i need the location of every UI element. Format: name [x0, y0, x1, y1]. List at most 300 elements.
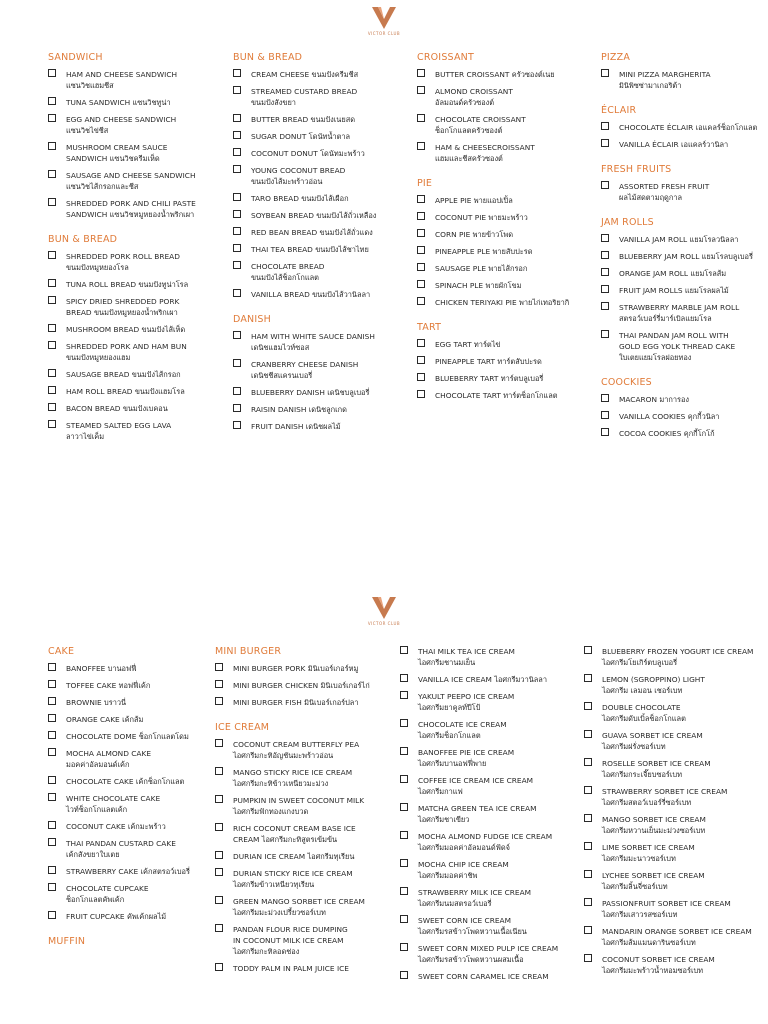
section-title: ICE CREAM	[215, 722, 270, 733]
checkbox[interactable]	[601, 181, 609, 189]
section-title: ÉCLAIR	[601, 105, 637, 116]
checkbox[interactable]	[215, 924, 223, 932]
menu-item-label: CHOCOLATE CUPCAKE ช็อกโกแลตคัพเค้ก	[66, 884, 149, 904]
menu-item	[417, 263, 589, 274]
menu-item	[48, 793, 220, 815]
menu-item	[48, 420, 220, 442]
menu-item-label: APPLE PIE พายแอปเปิ้ล	[435, 196, 513, 205]
checkbox[interactable]	[48, 170, 56, 178]
menu-item-label: MINI BURGER FISH มินิเบอร์เกอร์ปลา	[233, 698, 359, 707]
menu-item	[48, 97, 220, 108]
menu-item	[417, 390, 589, 401]
menu-item-label: MINI BURGER CHICKEN มินิเบอร์เกอร์ไก่	[233, 681, 370, 690]
menu-column	[400, 646, 572, 996]
checkbox[interactable]	[601, 251, 609, 259]
menu-item	[48, 838, 220, 860]
checkbox[interactable]	[48, 341, 56, 349]
menu-list	[601, 234, 768, 363]
checkbox[interactable]	[48, 714, 56, 722]
menu-item	[601, 181, 768, 203]
checkbox[interactable]	[601, 285, 609, 293]
menu-item	[584, 674, 756, 696]
checkbox[interactable]	[584, 926, 592, 934]
checkbox[interactable]	[584, 870, 592, 878]
menu-item	[417, 229, 589, 240]
checkbox[interactable]	[417, 280, 425, 288]
menu-item	[601, 268, 768, 279]
menu-item	[48, 386, 220, 397]
checkbox[interactable]	[417, 229, 425, 237]
menu-item-label: SHREDDED PORK AND CHILI PASTE SANDWICH แซนวิชหมูหยองน้ำพริกเผา	[66, 199, 196, 219]
menu-item-label: MUSHROOM CREAM SAUCE SANDWICH แซนวิชครีมเห็ด	[66, 143, 168, 163]
checkbox[interactable]	[215, 823, 223, 831]
checkbox[interactable]	[48, 748, 56, 756]
checkbox[interactable]	[233, 131, 241, 139]
menu-item-label: VANILLA COOKIES คุกกี้วนิลา	[619, 412, 720, 421]
checkbox[interactable]	[601, 268, 609, 276]
menu-item-label: CHOCOLATE ICE CREAM ไอศกรีมช็อกโกแลต	[418, 720, 507, 740]
checkbox[interactable]	[417, 142, 425, 150]
menu-item-label: VANILLA ICE CREAM ไอศกรีมวานิลลา	[418, 675, 547, 684]
menu-list	[48, 663, 220, 922]
checkbox[interactable]	[417, 246, 425, 254]
menu-item	[48, 369, 220, 380]
menu-item	[417, 212, 589, 223]
menu-item	[400, 719, 572, 741]
menu-item	[584, 814, 756, 836]
menu-item-label: SPICY DRIED SHREDDED PORK BREAD ขนมปังหมูหยองน้ำพริกเผา	[66, 297, 180, 317]
menu-item-label: CHOCOLATE TART ทาร์ตช็อกโกแลต	[435, 391, 558, 400]
menu-item	[584, 842, 756, 864]
menu-item	[417, 142, 589, 164]
menu-item-label: TODDY PALM IN PALM JUICE ICE	[233, 964, 349, 973]
checkbox[interactable]	[584, 814, 592, 822]
checkbox[interactable]	[215, 680, 223, 688]
menu-list	[215, 663, 387, 708]
menu-item	[233, 387, 405, 398]
checkbox[interactable]	[215, 697, 223, 705]
menu-item-label: THAI TEA BREAD ขนมปังไส้ชาไทย	[251, 245, 369, 254]
menu-item	[48, 251, 220, 273]
checkbox[interactable]	[215, 739, 223, 747]
checkbox[interactable]	[233, 86, 241, 94]
menu-item	[601, 139, 768, 150]
menu-item	[48, 748, 220, 770]
menu-item-label: COCONUT DONUT โดนัทมะพร้าว	[251, 149, 365, 158]
menu-list	[601, 181, 768, 203]
menu-item-label: MOCHA ALMOND FUDGE ICE CREAM ไอศกรีมมอคค่าอัลมอนด์ฟัดจ์	[418, 832, 553, 852]
section-title: BUN & BREAD	[48, 234, 118, 245]
menu-item	[215, 924, 387, 957]
checkbox[interactable]	[601, 139, 609, 147]
checkbox[interactable]	[584, 786, 592, 794]
checkbox[interactable]	[417, 195, 425, 203]
menu-column	[48, 646, 220, 961]
checkbox[interactable]	[48, 911, 56, 919]
checkbox[interactable]	[215, 767, 223, 775]
menu-column	[215, 646, 387, 988]
menu-item	[584, 786, 756, 808]
menu-item	[400, 691, 572, 713]
checkbox[interactable]	[400, 674, 408, 682]
menu-item-label: MANGO SORBET ICE CREAM ไอศกรีมหวานเย็นมะม่วงซอร์เบท	[602, 815, 706, 835]
checkbox[interactable]	[233, 210, 241, 218]
section-title: PIE	[417, 178, 433, 189]
brand-logo	[364, 596, 404, 626]
checkbox[interactable]	[417, 390, 425, 398]
checkbox[interactable]	[48, 793, 56, 801]
menu-item-label: BANOFFEE PIE ICE CREAM ไอศกรีมบานอฟฟี่พาย	[418, 748, 515, 768]
checkbox[interactable]	[601, 122, 609, 130]
menu-item-label: ASSORTED FRESH FRUIT ผลไม้สดตามฤดูกาล	[619, 182, 710, 202]
checkbox[interactable]	[400, 747, 408, 755]
checkbox[interactable]	[601, 330, 609, 338]
menu-item	[417, 373, 589, 384]
menu-item-label: SWEET CORN CARAMEL ICE CREAM	[418, 972, 549, 981]
menu-item-label: BLUEBERRY JAM ROLL แยมโรลบลูเบอรี่	[619, 252, 753, 261]
menu-item	[48, 403, 220, 414]
menu-item-label: FRUIT CUPCAKE คัพเค้กผลไม้	[66, 912, 167, 921]
checkbox[interactable]	[215, 868, 223, 876]
menu-item-label: SHREDDED PORK ROLL BREAD ขนมปังหมูหยองโรล	[66, 252, 180, 272]
checkbox[interactable]	[233, 193, 241, 201]
checkbox[interactable]	[400, 646, 408, 654]
checkbox[interactable]	[584, 646, 592, 654]
checkbox[interactable]	[215, 795, 223, 803]
menu-item-label: SAUSAGE BREAD ขนมปังไส้กรอก	[66, 370, 181, 379]
checkbox[interactable]	[601, 411, 609, 419]
section-title: CAKE	[48, 646, 75, 657]
menu-item-label: ORANGE JAM ROLL แยมโรลส้ม	[619, 269, 727, 278]
menu-item	[601, 234, 768, 245]
checkbox[interactable]	[584, 674, 592, 682]
checkbox[interactable]	[48, 866, 56, 874]
checkbox[interactable]	[400, 831, 408, 839]
menu-item-label: BACON BREAD ขนมปังเบคอน	[66, 404, 168, 413]
menu-item-label: LYCHEE SORBET ICE CREAM ไอศกรีมลิ้นจี่ซอร์เบท	[602, 871, 705, 891]
menu-list	[48, 69, 220, 220]
checkbox[interactable]	[417, 339, 425, 347]
menu-item-label: DURIAN STICKY RICE ICE CREAM ไอศกรีมข้าวเหนียวทุเรียน	[233, 869, 353, 889]
checkbox[interactable]	[48, 296, 56, 304]
checkbox[interactable]	[417, 212, 425, 220]
checkbox[interactable]	[48, 369, 56, 377]
checkbox[interactable]	[584, 758, 592, 766]
menu-item-label: SPINACH PLE พายผักโขม	[435, 281, 522, 290]
menu-item-label: HAM WITH WHITE SAUCE DANISH เดนิชแฮมไวท์ซอส	[251, 332, 375, 352]
menu-item-label: MANGO STICKY RICE ICE CREAM ไอศกรีมกะทิข้าวเหนียวมะม่วง	[233, 768, 353, 788]
checkbox[interactable]	[400, 971, 408, 979]
menu-item	[584, 730, 756, 752]
menu-item	[48, 911, 220, 922]
menu-item	[215, 868, 387, 890]
checkbox[interactable]	[48, 821, 56, 829]
checkbox[interactable]	[48, 403, 56, 411]
menu-item-label: MINI PIZZA MARGHERITA มินิพิซซ่ามาเกอริต้า	[619, 70, 711, 90]
menu-item	[233, 289, 405, 300]
menu-item	[48, 341, 220, 363]
checkbox[interactable]	[48, 680, 56, 688]
menu-item-label: SWEET CORN MIXED PULP ICE CREAM ไอศกรีมรสข้าวโพดหวานผสมเนื้อ	[418, 944, 559, 964]
menu-item-label: COCONUT PIE พายมะพร้าว	[435, 213, 528, 222]
menu-item	[233, 261, 405, 283]
menu-item-label: STRAWBERRY CAKE เค้กสตรอว์เบอรี่	[66, 867, 190, 876]
checkbox[interactable]	[48, 114, 56, 122]
menu-item-label: STRAWBERRY SORBET ICE CREAM ไอศกรีมสตอว์เบอร์รี่ซอร์เบท	[602, 787, 728, 807]
menu-item	[215, 697, 387, 708]
menu-item	[400, 859, 572, 881]
menu-item	[417, 280, 589, 291]
menu-item	[233, 331, 405, 353]
checkbox[interactable]	[417, 86, 425, 94]
menu-item	[48, 714, 220, 725]
menu-list	[601, 394, 768, 439]
checkbox[interactable]	[417, 356, 425, 364]
checkbox[interactable]	[233, 404, 241, 412]
checkbox[interactable]	[601, 302, 609, 310]
checkbox[interactable]	[400, 915, 408, 923]
menu-item-label: CHOCOLATE CAKE เค้กช็อกโกแลต	[66, 777, 185, 786]
v-logo-icon	[371, 6, 397, 30]
menu-item	[601, 411, 768, 422]
menu-item-label: MOCHA CHIP ICE CREAM ไอศกรีมมอคค่าชิพ	[418, 860, 509, 880]
checkbox[interactable]	[48, 663, 56, 671]
checkbox[interactable]	[233, 244, 241, 252]
section-title: FRESH FRUITS	[601, 164, 672, 175]
checkbox[interactable]	[584, 730, 592, 738]
section-title: JAM ROLLS	[601, 217, 654, 228]
checkbox[interactable]	[233, 165, 241, 173]
menu-item-label: CHOCOLATE BREAD ขนมปังไส้ช็อกโกแลต	[251, 262, 325, 282]
menu-list	[233, 69, 405, 300]
menu-list	[584, 646, 756, 976]
menu-item	[215, 851, 387, 862]
menu-item-label: BANOFFEE บานอฟฟี่	[66, 664, 137, 673]
menu-item-label: COCONUT CREAM BUTTERFLY PEA ไอศกรีมกะทิอัญชันมะพร้าวอ่อน	[233, 740, 360, 760]
menu-page-2	[0, 590, 768, 1024]
menu-item	[417, 86, 589, 108]
menu-item	[584, 898, 756, 920]
menu-item-label: CHOCOLATE DOME ช็อกโกแลตโดม	[66, 732, 189, 741]
section-title: PIZZA	[601, 52, 631, 63]
checkbox[interactable]	[48, 279, 56, 287]
menu-item-label: MUSHROOM BREAD ขนมปังไส้เห็ด	[66, 325, 186, 334]
menu-item-label: THAI MILK TEA ICE CREAM ไอศกรีมชานมเย็น	[418, 647, 515, 667]
checkbox[interactable]	[400, 775, 408, 783]
menu-item	[48, 198, 220, 220]
menu-item	[215, 896, 387, 918]
menu-item-label: ALMOND CROISSANT อัลมอนด์ครัวซองต์	[435, 87, 513, 107]
menu-item-label: SOYBEAN BREAD ขนมปังไส้ถั่วเหลือง	[251, 211, 377, 220]
checkbox[interactable]	[601, 428, 609, 436]
checkbox[interactable]	[417, 297, 425, 305]
menu-item	[215, 823, 387, 845]
menu-column	[601, 52, 768, 453]
menu-item	[417, 356, 589, 367]
menu-item	[584, 870, 756, 892]
brand-name: VICTOR CLUB	[367, 621, 401, 626]
menu-column	[584, 646, 756, 990]
menu-item-label: VANILLA JAM ROLL แยมโรลวนิลลา	[619, 235, 739, 244]
checkbox[interactable]	[233, 289, 241, 297]
menu-item	[400, 646, 572, 668]
checkbox[interactable]	[48, 251, 56, 259]
menu-item-label: BLUEBERRY TART ทาร์ตบลูเบอรี่	[435, 374, 544, 383]
menu-item	[400, 803, 572, 825]
checkbox[interactable]	[48, 324, 56, 332]
menu-item	[48, 114, 220, 136]
menu-item-label: MATCHA GREEN TEA ICE CREAM ไอศกรีมชาเขียว	[418, 804, 537, 824]
menu-item-label: DURIAN ICE CREAM ไอศกรีมทุเรียน	[233, 852, 355, 861]
menu-item	[233, 227, 405, 238]
menu-item-label: COCONUT CAKE เค้กมะพร้าว	[66, 822, 166, 831]
checkbox[interactable]	[601, 394, 609, 402]
checkbox[interactable]	[584, 842, 592, 850]
menu-item	[601, 330, 768, 363]
checkbox[interactable]	[48, 731, 56, 739]
menu-item-label: SAUSAGE PLE พายไส้กรอก	[435, 264, 528, 273]
checkbox[interactable]	[233, 331, 241, 339]
checkbox[interactable]	[417, 69, 425, 77]
checkbox[interactable]	[233, 114, 241, 122]
checkbox[interactable]	[233, 227, 241, 235]
checkbox[interactable]	[584, 702, 592, 710]
checkbox[interactable]	[48, 97, 56, 105]
menu-item	[215, 795, 387, 817]
checkbox[interactable]	[400, 887, 408, 895]
checkbox[interactable]	[601, 69, 609, 77]
brand-logo	[364, 6, 404, 36]
menu-item	[400, 831, 572, 853]
menu-list	[215, 739, 387, 974]
checkbox[interactable]	[400, 943, 408, 951]
checkbox[interactable]	[233, 421, 241, 429]
checkbox[interactable]	[48, 142, 56, 150]
menu-item	[48, 697, 220, 708]
menu-item-label: RICH COCONUT CREAM BASE ICE CREAM ไอศกรีมกะทิสูตรเข้มข้น	[233, 824, 356, 844]
menu-item-label: EGG AND CHEESE SANDWICH แซนวิชไข่ชีส	[66, 115, 177, 135]
checkbox[interactable]	[400, 803, 408, 811]
checkbox[interactable]	[48, 883, 56, 891]
menu-item-label: HAM AND CHEESE SANDWICH แซนวิชแฮมชีส	[66, 70, 178, 90]
menu-item	[417, 114, 589, 136]
menu-item	[48, 883, 220, 905]
checkbox[interactable]	[48, 697, 56, 705]
menu-item	[400, 747, 572, 769]
checkbox[interactable]	[233, 69, 241, 77]
menu-item	[48, 279, 220, 290]
menu-item	[233, 165, 405, 187]
checkbox[interactable]	[233, 387, 241, 395]
menu-item-label: ROSELLE SORBET ICE CREAM ไอศกรีมกระเจี๊ยบซอร์เบท	[602, 759, 711, 779]
menu-item-label: CHOCOLATE CROISSANT ช็อกโกแลตครัวซองต์	[435, 115, 526, 135]
menu-item-label: MANDARIN ORANGE SORBET ICE CREAM ไอศกรีมส้มแมนดารินซอร์เบท	[602, 927, 752, 947]
menu-item-label: THAI PANDAN JAM ROLL WITH GOLD EGG YOLK THREAD CAKE ใบเตยแยมโรลฝอยทอง	[619, 331, 736, 362]
menu-item-label: DOUBLE CHOCOLATE ไอศกรีมดับเบิ้ลช็อกโกแลต	[602, 703, 686, 723]
menu-item-label: VANILLA ÉCLAIR เอแคลร์วานิลา	[619, 140, 729, 149]
menu-list	[601, 69, 768, 91]
menu-item	[233, 210, 405, 221]
menu-list	[400, 646, 572, 982]
checkbox[interactable]	[48, 420, 56, 428]
section-title: BUN & BREAD	[233, 52, 303, 63]
checkbox[interactable]	[233, 261, 241, 269]
menu-item-label: STEAMED SALTED EGG LAVA ลาวาไข่เค็ม	[66, 421, 172, 441]
checkbox[interactable]	[584, 898, 592, 906]
menu-item-label: SAUSAGE AND CHEESE SANDWICH แซนวิชไส้กรอกและชีส	[66, 171, 196, 191]
checkbox[interactable]	[48, 198, 56, 206]
menu-item	[48, 776, 220, 787]
menu-item	[584, 926, 756, 948]
menu-item-label: CRANBERRY CHEESE DANISH เดนิชชีสแครนเบอรี่	[251, 360, 359, 380]
checkbox[interactable]	[417, 373, 425, 381]
menu-item	[400, 943, 572, 965]
menu-item-label: BROWNIE บราวนี่	[66, 698, 127, 707]
menu-item	[233, 244, 405, 255]
menu-item	[400, 971, 572, 982]
menu-item	[233, 404, 405, 415]
menu-item-label: SUGAR DONUT โดนัทน้ำตาล	[251, 132, 351, 141]
menu-item	[215, 767, 387, 789]
checkbox[interactable]	[48, 776, 56, 784]
menu-item-label: LEMON (SGROPPINO) LIGHT ไอศกรีม เลมอน เชอร์เบท	[602, 675, 705, 695]
checkbox[interactable]	[215, 851, 223, 859]
checkbox[interactable]	[601, 234, 609, 242]
checkbox[interactable]	[215, 896, 223, 904]
checkbox[interactable]	[400, 719, 408, 727]
menu-list	[417, 339, 589, 401]
menu-item-label: GREEN MANGO SORBET ICE CREAM ไอศกรีมมะม่วงเปรี้ยวซอร์เบท	[233, 897, 365, 917]
checkbox[interactable]	[400, 859, 408, 867]
checkbox[interactable]	[48, 838, 56, 846]
checkbox[interactable]	[215, 663, 223, 671]
menu-item-label: SWEET CORN ICE CREAM ไอศกรีมรสข้าวโพดหวานเนื้อเนียน	[418, 916, 527, 936]
menu-item-label: PANDAN FLOUR RICE DUMPING IN COCONUT MILK ICE CREAM ไอศกรีมกะทิลอดช่อง	[233, 925, 348, 956]
menu-item-label: TUNA ROLL BREAD ขนมปังทูน่าโรล	[66, 280, 189, 289]
checkbox[interactable]	[417, 114, 425, 122]
menu-item-label: THAI PANDAN CUSTARD CAKE เค้กสังขยาใบเตย	[66, 839, 176, 859]
checkbox[interactable]	[417, 263, 425, 271]
checkbox[interactable]	[233, 148, 241, 156]
menu-item	[48, 731, 220, 742]
menu-item	[48, 663, 220, 674]
menu-item	[584, 758, 756, 780]
menu-item-label: CORN PIE พายข้าวโพด	[435, 230, 513, 239]
menu-item-label: HAM ROLL BREAD ขนมปังแฮมโรล	[66, 387, 185, 396]
menu-item	[48, 821, 220, 832]
checkbox[interactable]	[48, 69, 56, 77]
menu-item	[601, 251, 768, 262]
menu-item-label: PASSIONFRUIT SORBET ICE CREAM ไอศกรีมเสาวรสซอร์เบท	[602, 899, 731, 919]
section-title: DANISH	[233, 314, 271, 325]
menu-list	[417, 195, 589, 308]
menu-item	[417, 246, 589, 257]
menu-item	[601, 122, 768, 133]
menu-item	[48, 296, 220, 318]
menu-item-label: HAM & CHEESECROISSANT แฮมและชีสครัวซองต์	[435, 143, 535, 163]
menu-item-label: MOCHA ALMOND CAKE มอคค่าอัลมอนด์เค้ก	[66, 749, 151, 769]
checkbox[interactable]	[48, 386, 56, 394]
menu-item	[601, 285, 768, 296]
menu-item	[584, 702, 756, 724]
menu-item-label: FRUIT DANISH เดนิชผลไม้	[251, 422, 341, 431]
checkbox[interactable]	[584, 954, 592, 962]
checkbox[interactable]	[233, 359, 241, 367]
menu-item-label: RED BEAN BREAD ขนมปังไส้ถั่วแดง	[251, 228, 373, 237]
checkbox[interactable]	[400, 691, 408, 699]
checkbox[interactable]	[215, 963, 223, 971]
menu-item-label: STRAWBERRY MARBLE JAM ROLL สตรอว์เบอร์รี่มาร์เบิลแยมโรล	[619, 303, 740, 323]
